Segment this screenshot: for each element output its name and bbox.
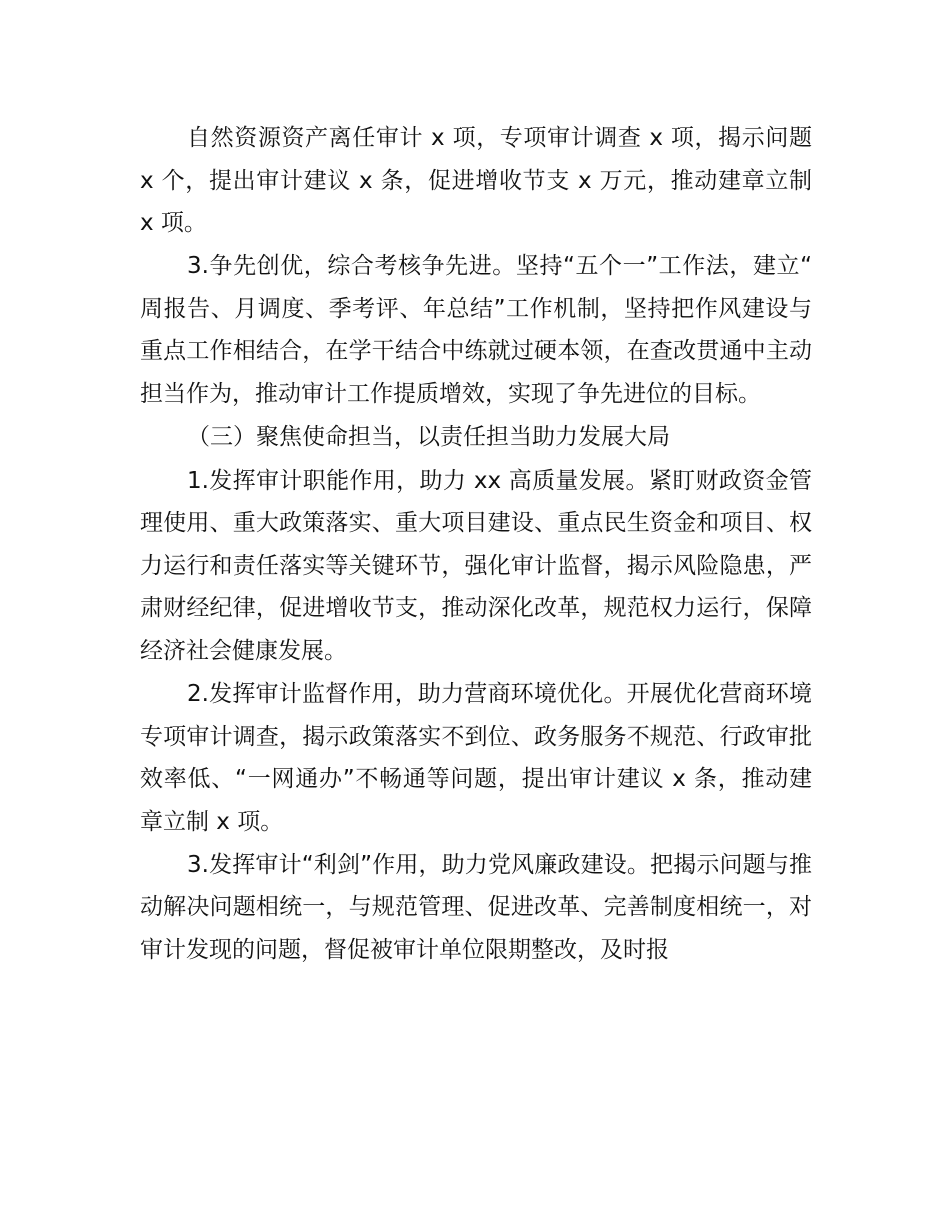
document-body — [140, 117, 812, 972]
paragraph-audit-summary: 自然资源资产离任审计 x 项，专项审计调查 x 项，揭示问题 x 个，提出审计建议 x 条，促进增收节支 x 万元，推动建章立制 x 项。 — [140, 125, 812, 236]
section-heading-three: （三）聚焦使命担当，以责任担当助力发展大局 — [187, 424, 670, 451]
paragraph-compete-excellence: 3.争先创优，综合考核争先进。坚持“五个一”工作法，建立“周报告、月调度、季考评、年总结”工作机制，坚持把作风建设与重点工作相结合，在学干结合中练就过硬本领，在查改贯通中主动担当作为，推动审计工作提质增效，实现了争先进位的目标。 — [140, 253, 812, 407]
paragraph-audit-function: 1.发挥审计职能作用，助力 xx 高质量发展。紧盯财政资金管理使用、重大政策落实、重大项目建设、重点民生资金和项目、权力运行和责任落实等关键环节，强化审计监督，揭示风险隐患，严肃财经纪律，促进增收节支，推动深化改革，规范权力运行，保障经济社会健康发展。 — [140, 467, 812, 664]
paragraph-business-environment: 2.发挥审计监督作用，助力营商环境优化。开展优化营商环境专项审计调查，揭示政策落实不到位、政务服务不规范、行政审批效率低、“一网通办”不畅通等问题，提出审计建议 x 条，推动建章立制 x 项。 — [140, 681, 812, 835]
paragraph-clean-governance: 3.发挥审计“利剑”作用，助力党风廉政建设。把揭示问题与推动解决问题相统一，与规范管理、促进改革、完善制度相统一，对审计发现的问题，督促被审计单位限期整改，及时报 — [140, 851, 812, 963]
